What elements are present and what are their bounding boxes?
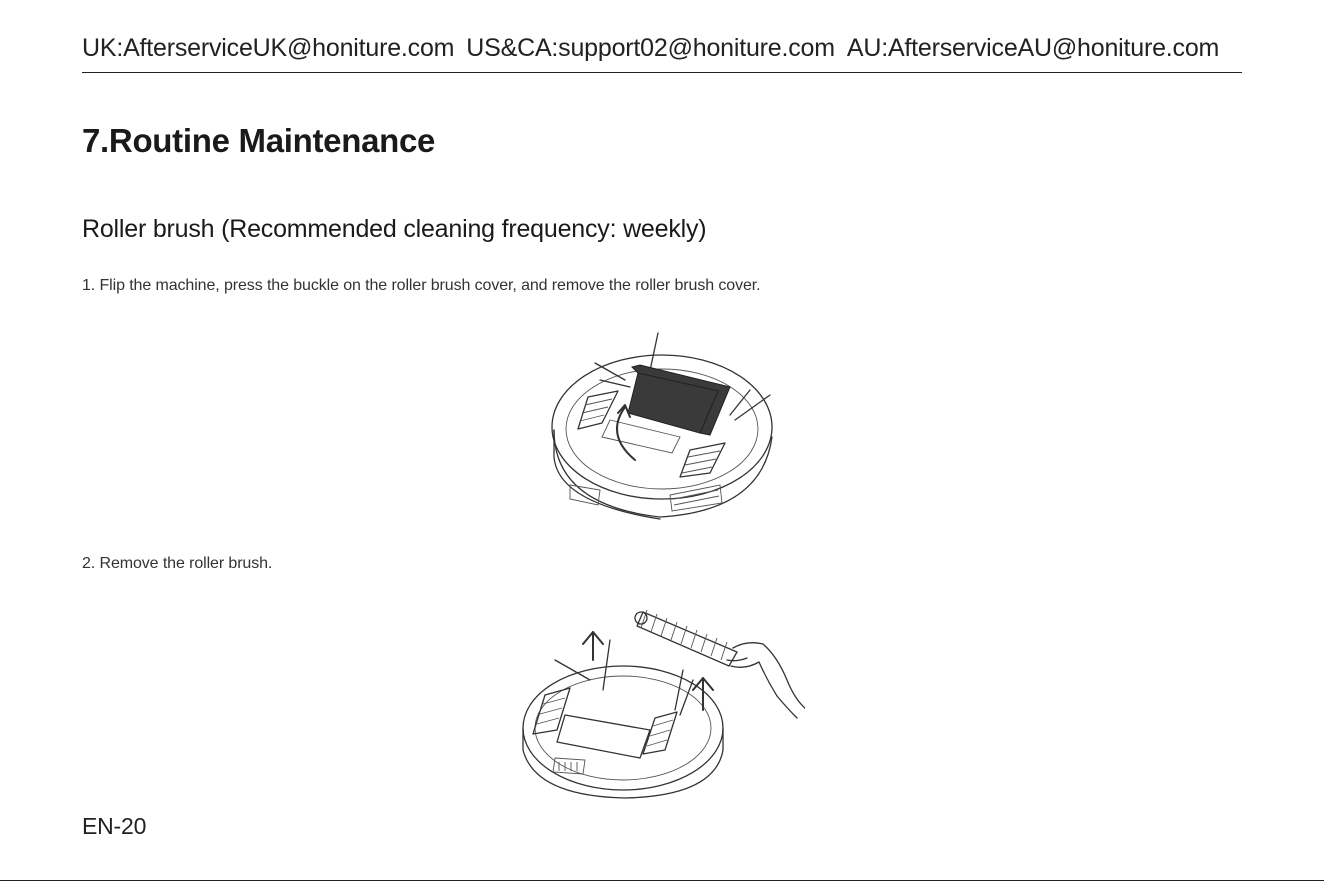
uk-contact-email: UK:AfterserviceUK@honiture.com (82, 34, 455, 62)
section-title: 7.Routine Maintenance (82, 122, 436, 159)
page-number: EN-20 (82, 813, 147, 839)
roller-brush-cover (628, 365, 730, 435)
hand (727, 643, 805, 718)
subsection-title: Roller brush (Recommended cleaning frequency: weekly) (82, 215, 707, 243)
removed-roller-brush (635, 610, 737, 666)
bottom-rule (0, 880, 1324, 881)
au-contact-email: AU:AfterserviceAU@honiture.com (846, 34, 1220, 62)
up-arrow-left (583, 632, 603, 660)
step-2-instruction: 2. Remove the roller brush. (82, 555, 273, 572)
roller-brush-removal-illustration (515, 600, 805, 805)
up-arrow-right (693, 678, 713, 710)
right-wheel (680, 443, 725, 477)
contact-header (82, 34, 1242, 73)
left-wheel (578, 391, 618, 429)
robot-cover-removal-illustration (540, 325, 790, 525)
us-ca-contact-email: US&CA:support02@honiture.com (466, 34, 835, 62)
step-1-instruction: 1. Flip the machine, press the buckle on the roller brush cover, and remove the roller brush cover. (82, 277, 761, 294)
